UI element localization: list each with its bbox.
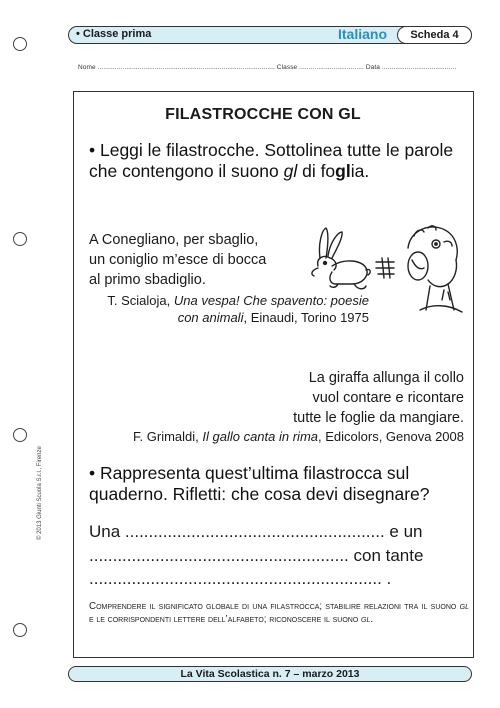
poem-line: tutte le foglie da mangiare. [293, 410, 464, 426]
poem-line: vuol contare e ricontare [312, 390, 464, 406]
binder-hole-lower [13, 428, 27, 442]
poem-giraffa [293, 368, 464, 428]
yawning-man-icon [408, 226, 462, 312]
student-info-line: Nome ............................................................................................. Classe .................................. Data ....................................... [78, 64, 457, 71]
fill-in-line-2[interactable]: ....................................................... con tante [89, 546, 424, 565]
poem-line: A Conegliano, per sbaglio, [89, 232, 259, 248]
poem-line: al primo sbadiglio. [89, 272, 206, 288]
instruction-read: • Leggi le filastrocche. Sottolinea tutte le parole che contengono il suono gl di foglia. [89, 140, 454, 181]
poem-coniglio [89, 230, 266, 290]
subject-label: Italiano [338, 26, 388, 42]
learning-goals: Comprendere il significato globale di una filastrocca; stabilire relazioni tra il suono gl e le corrispondenti lettere dell’alfabeto; riconoscere il suono gl. [89, 601, 469, 625]
instruction-draw: • Rappresenta quest’ultima filastrocca sul quaderno. Rifletti: che cosa devi disegnare? [89, 463, 430, 504]
binder-hole-bottom [13, 623, 27, 637]
copyright-note: © 2013 Giunti Scuola S.r.l., Firenze [37, 446, 43, 540]
class-label: • Classe prima [76, 28, 152, 40]
poem-credit-grimaldi: F. Grimaldi, Il gallo canta in rima, Edicolors, Genova 2008 [133, 429, 464, 444]
worksheet-title: FILASTROCCHE CON GL [165, 106, 361, 123]
poem-line: un coniglio m’esce di bocca [89, 252, 267, 268]
fill-in-line-1[interactable]: Una ....................................................... e un [89, 522, 423, 541]
fill-in-line-3[interactable]: .............................................................. . [89, 569, 392, 588]
rabbit-yawn-illustration [298, 218, 470, 328]
poem-line: La giraffa allunga il collo [308, 370, 464, 386]
footer-bar: La Vita Scolastica n. 7 – marzo 2013 [68, 666, 472, 682]
rabbit-icon [312, 228, 370, 289]
binder-hole-upper [13, 232, 27, 246]
poem-credit-scialoja: T. Scialoja, Una vespa! Che spavento: poesie con animali, Einaudi, Torino 1975 [107, 293, 369, 325]
sheet-badge: Scheda 4 [397, 26, 472, 44]
binder-hole-top [13, 37, 27, 51]
